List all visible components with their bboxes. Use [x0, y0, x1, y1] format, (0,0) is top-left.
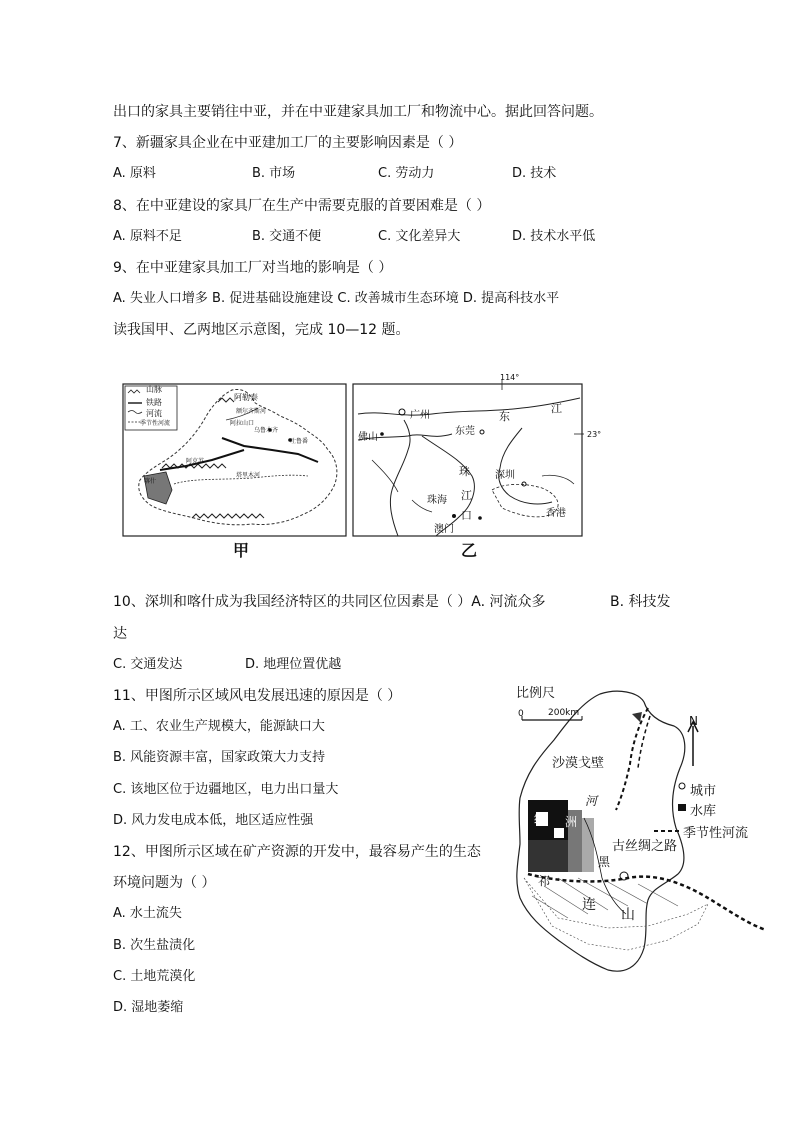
macau-dot	[452, 514, 456, 518]
q8-option-c[interactable]: C. 文化差异大	[378, 229, 461, 244]
label-kou: 口	[461, 509, 472, 522]
q9-stem: 9、在中亚建家具加工厂对当地的影响是（ ）	[113, 260, 393, 276]
label-aletai: 阿勒泰	[234, 393, 258, 402]
label-foshan: 佛山	[358, 432, 378, 443]
label-jiang2: 江	[461, 489, 472, 502]
map3-river: 河	[585, 794, 598, 808]
label-hongkong: 香港	[546, 508, 566, 519]
legend-mountain-label: 山脉	[146, 385, 162, 394]
map3-legend-city: 城市	[690, 784, 717, 799]
reservoir-legend-icon	[678, 804, 686, 811]
map3-scale-zero: 0	[518, 709, 524, 719]
map3-qi: 祁	[538, 874, 551, 888]
q8-option-b[interactable]: B. 交通不便	[252, 229, 322, 244]
foshan-dot	[380, 432, 384, 436]
intro-text: 出口的家具主要销往中亚，并在中亚建家具加工厂和物流中心。据此回答问题。	[113, 104, 603, 120]
map3-hei: 黑	[598, 855, 611, 869]
q11-option-a[interactable]: A. 工、农业生产规模大，能源缺口大	[113, 719, 325, 734]
map3-desert: 沙漠戈壁	[552, 756, 605, 771]
q11-option-b[interactable]: B. 风能资源丰富，国家政策大力支持	[113, 750, 326, 765]
legend-river-label: 河流	[146, 409, 162, 418]
label-dongguan: 东莞	[455, 426, 475, 437]
legend-seasonal-label: 季节性河流	[140, 420, 171, 427]
q11-option-c[interactable]: C. 该地区位于边疆地区，电力出口量大	[113, 782, 339, 797]
map3-oasis2: 洲	[565, 815, 578, 829]
q12-option-a[interactable]: A. 水土流失	[113, 906, 182, 921]
q8-option-d[interactable]: D. 技术水平低	[512, 229, 596, 244]
label-turpan: 吐鲁番	[290, 438, 309, 445]
q7-stem: 7、新疆家具企业在中亚建加工厂的主要影响因素是（ ）	[113, 135, 463, 151]
label-lat: 23°	[587, 430, 602, 439]
map3-silk: 古丝绸之路	[612, 839, 678, 854]
label-macau: 澳门	[434, 524, 454, 535]
q10-cont: 达	[113, 626, 127, 642]
q7-option-b[interactable]: B. 市场	[252, 166, 296, 181]
label-tarim: 塔里木河	[236, 472, 261, 479]
q10-option-b[interactable]: B. 科技发	[610, 594, 671, 610]
map3-legend-reservoir: 水库	[690, 804, 717, 819]
map3-scale-title: 比例尺	[516, 686, 556, 701]
q7-option-d[interactable]: D. 技术	[512, 166, 557, 181]
q12-option-b[interactable]: B. 次生盐渍化	[113, 938, 196, 953]
read-prompt: 读我国甲、乙两地区示意图，完成 10—12 题。	[113, 322, 410, 338]
caption-yi: 乙	[461, 541, 478, 560]
q10-stem: 10、深圳和喀什成为我国经济特区的共同区位因素是（ ）A. 河流众多	[113, 594, 546, 610]
map3-shan: 山	[621, 907, 635, 923]
label-guangzhou: 广州	[410, 410, 430, 421]
q11-option-d[interactable]: D. 风力发电成本低，地区适应性强	[113, 813, 314, 828]
legend-railway-label: 铁路	[146, 398, 162, 407]
label-aksu: 阿克苏	[186, 458, 205, 465]
label-urumqi: 乌鲁木齐	[254, 427, 279, 434]
map3-scale-value: 200km	[548, 708, 580, 718]
caption-jia: 甲	[233, 541, 250, 560]
label-irtysh: 额尔齐斯河	[236, 408, 267, 415]
label-shenzhen: 深圳	[495, 470, 515, 481]
q10-option-c[interactable]: C. 交通发达	[113, 657, 183, 672]
map3-legend-river: 季节性河流	[683, 826, 749, 841]
label-zhuhai: 珠海	[427, 495, 447, 506]
label-alashankou: 阿拉山口	[230, 420, 255, 427]
label-zhu: 珠	[459, 465, 470, 478]
q7-option-a[interactable]: A. 原料	[113, 166, 156, 181]
label-dong: 东	[499, 410, 510, 423]
q12-option-c[interactable]: C. 土地荒漠化	[113, 969, 196, 984]
label-jiang: 江	[551, 402, 562, 415]
q12-stem-1: 12、甲图所示区域在矿产资源的开发中，最容易产生的生态	[113, 844, 481, 860]
estuary-dot	[478, 516, 482, 520]
map3-north: N	[689, 714, 698, 728]
q11-stem: 11、甲图所示区域风电发展迅速的原因是（ ）	[113, 688, 402, 704]
map3-oasis1: 绿	[534, 812, 547, 826]
q8-stem: 8、在中亚建设的家具厂在生产中需要克服的首要困难是（ ）	[113, 198, 491, 214]
q9-options[interactable]: A. 失业人口增多 B. 促进基础设施建设 C. 改善城市生态环境 D. 提高科技水平	[113, 291, 560, 306]
q12-stem-2: 环境问题为（ ）	[113, 875, 216, 891]
q7-option-c[interactable]: C. 劳动力	[378, 166, 435, 181]
city-legend-icon	[679, 783, 685, 789]
q12-option-d[interactable]: D. 湿地萎缩	[113, 1000, 184, 1015]
q8-option-a[interactable]: A. 原料不足	[113, 229, 182, 244]
q10-option-d[interactable]: D. 地理位置优越	[245, 657, 342, 672]
label-kashgar: 喀什	[144, 478, 157, 485]
label-lon: 114°	[500, 373, 520, 382]
map3-lian: 连	[582, 897, 596, 913]
